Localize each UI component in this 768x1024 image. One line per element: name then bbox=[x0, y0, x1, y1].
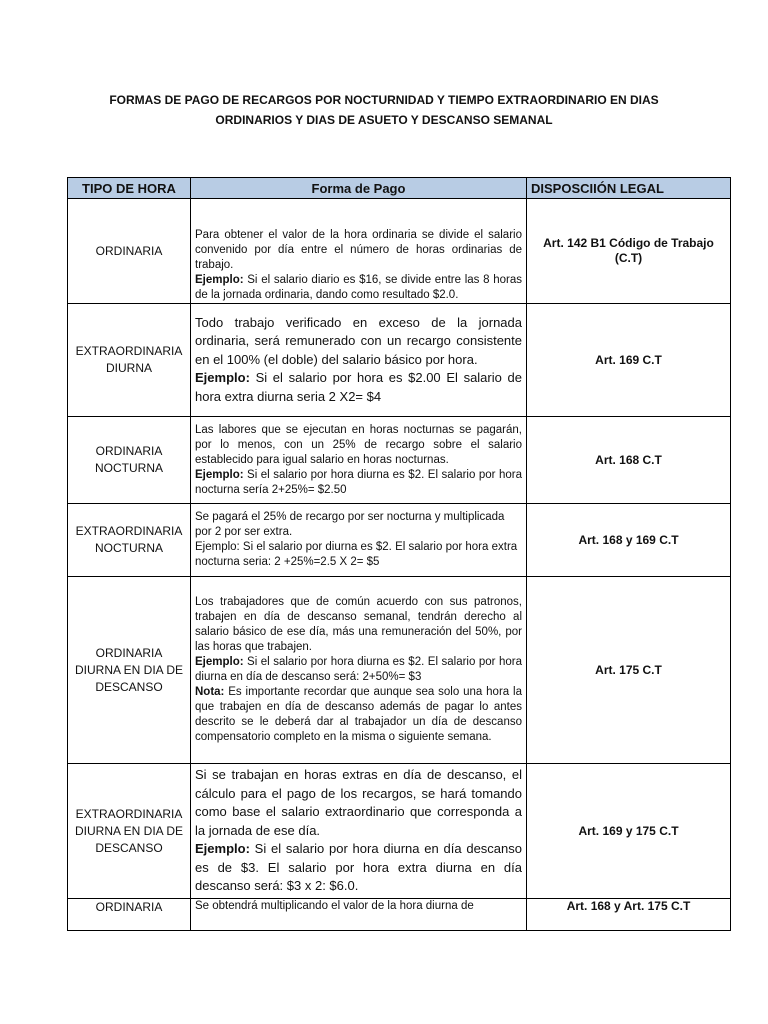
forma-text: Se obtendrá multiplicando el valor de la hora diurna de bbox=[195, 900, 474, 912]
forma-text: Si se trabajan en horas extras en día de descanso, el cálculo para el pago de los recargos, se hará tomando como base el salario extraordinario que corresponda a la jornada de ese día. bbox=[195, 767, 522, 838]
row-legal: Art. 168 C.T bbox=[527, 417, 731, 504]
table-row bbox=[68, 899, 731, 931]
row-legal: Art. 168 y Art. 175 C.T bbox=[527, 899, 731, 931]
row-tipo: ORDINARIA bbox=[68, 899, 191, 931]
row-tipo: ORDINARIA DIURNA EN DIA DE DESCANSO bbox=[68, 577, 191, 764]
row-legal: Art. 169 y 175 C.T bbox=[527, 764, 731, 899]
row-forma bbox=[191, 899, 527, 931]
ejemplo-text: Si el salario diario es $16, se divide entre las 8 horas de la jornada ordinaria, dando como resultado $2.0. bbox=[195, 274, 522, 301]
ejemplo-label: Ejemplo: bbox=[195, 370, 250, 386]
row-forma bbox=[191, 577, 527, 764]
table-row bbox=[68, 504, 731, 577]
payment-table bbox=[67, 177, 731, 931]
row-tipo: ORDINARIA NOCTURNA bbox=[68, 417, 191, 504]
row-forma bbox=[191, 417, 527, 504]
ejemplo-label: Ejemplo: bbox=[195, 656, 244, 668]
row-tipo: EXTRAORDINARIA NOCTURNA bbox=[68, 504, 191, 577]
column-header-legal: DISPOSCIIÓN LEGAL bbox=[527, 178, 731, 199]
row-forma bbox=[191, 304, 527, 417]
forma-text: Todo trabajo verificado en exceso de la jornada ordinaria, será remunerado con un recargo consistente en el 100% (el doble) del salario básico por hora. bbox=[195, 314, 522, 367]
document-title-line-1: FORMAS DE PAGO DE RECARGOS POR NOCTURNIDAD Y TIEMPO EXTRAORDINARIO EN DIAS bbox=[109, 93, 659, 107]
row-forma bbox=[191, 504, 527, 577]
row-legal: Art. 175 C.T bbox=[527, 577, 731, 764]
document-title-line-2: ORDINARIOS Y DIAS DE ASUETO Y DESCANSO SEMANAL bbox=[215, 113, 553, 127]
row-legal: Art. 142 B1 Código de Trabajo (C.T) bbox=[527, 199, 731, 304]
ejemplo-label: Ejemplo: bbox=[195, 274, 244, 286]
ejemplo-label: Ejemplo: bbox=[195, 841, 250, 857]
table-row bbox=[68, 764, 731, 899]
row-forma bbox=[191, 199, 527, 304]
column-header-forma: Forma de Pago bbox=[191, 178, 527, 199]
row-legal: Art. 168 y 169 C.T bbox=[527, 504, 731, 577]
ejemplo-text: Si el salario por hora diurna en día descanso es de $3. El salario por hora extra diurna en día descanso será: $3 x 2: $6.0. bbox=[195, 841, 522, 894]
forma-text: Se pagará el 25% de recargo por ser nocturna y multiplicada por 2 por ser extra. bbox=[195, 511, 505, 538]
nota-label: Nota: bbox=[195, 686, 225, 698]
row-legal: Art. 169 C.T bbox=[527, 304, 731, 417]
table-header-row bbox=[68, 178, 731, 199]
forma-text: Los trabajadores que de común acuerdo con sus patronos, trabajen en día de descanso semanal, tendrán derecho al salario básico de ese día, más una remuneración del 50%, por las horas que trabajen. bbox=[195, 596, 522, 653]
table-row bbox=[68, 304, 731, 417]
ejemplo-label: Ejemplo: bbox=[195, 468, 244, 481]
forma-text: Las labores que se ejecutan en horas nocturnas se pagarán, por lo menos, con un 25% de recargo sobre el salario establecido para igual salario en horas nocturnas. bbox=[195, 423, 522, 466]
ejemplo-text: Si el salario por hora diurna es $2. El salario por hora nocturna sería 2+25%= $2.50 bbox=[195, 468, 522, 496]
row-forma bbox=[191, 764, 527, 899]
forma-text: Para obtener el valor de la hora ordinaria se divide el salario convenido por día entre el número de horas ordinarias de trabajo. bbox=[195, 229, 522, 271]
nota-text: Es importante recordar que aunque sea solo una hora la que trabajen en día de descanso además de pagar lo antes descrito se le deberá dar al trabajador un día de descanso compensatorio completo en la misma o siguiente semana. bbox=[195, 686, 522, 743]
ejemplo-text: Si el salario por hora diurna es $2. El salario por hora diurna en día de descanso será: 2+50%= $3 bbox=[195, 656, 522, 683]
table-row bbox=[68, 577, 731, 764]
ejemplo-text: Si el salario por hora es $2.00 El salario de hora extra diurna seria 2 X2= $4 bbox=[195, 370, 522, 404]
row-tipo: ORDINARIA bbox=[68, 199, 191, 304]
column-header-tipo: TIPO DE HORA bbox=[68, 178, 191, 199]
row-tipo: EXTRAORDINARIA DIURNA EN DIA DE DESCANSO bbox=[68, 764, 191, 899]
table-row bbox=[68, 417, 731, 504]
table-row bbox=[68, 199, 731, 304]
row-tipo: EXTRAORDINARIA DIURNA bbox=[68, 304, 191, 417]
ejemplo-text: Ejemplo: Si el salario por diurna es $2. El salario por hora extra nocturna seria: 2 +25%=2.5 X 2= $5 bbox=[195, 541, 518, 568]
